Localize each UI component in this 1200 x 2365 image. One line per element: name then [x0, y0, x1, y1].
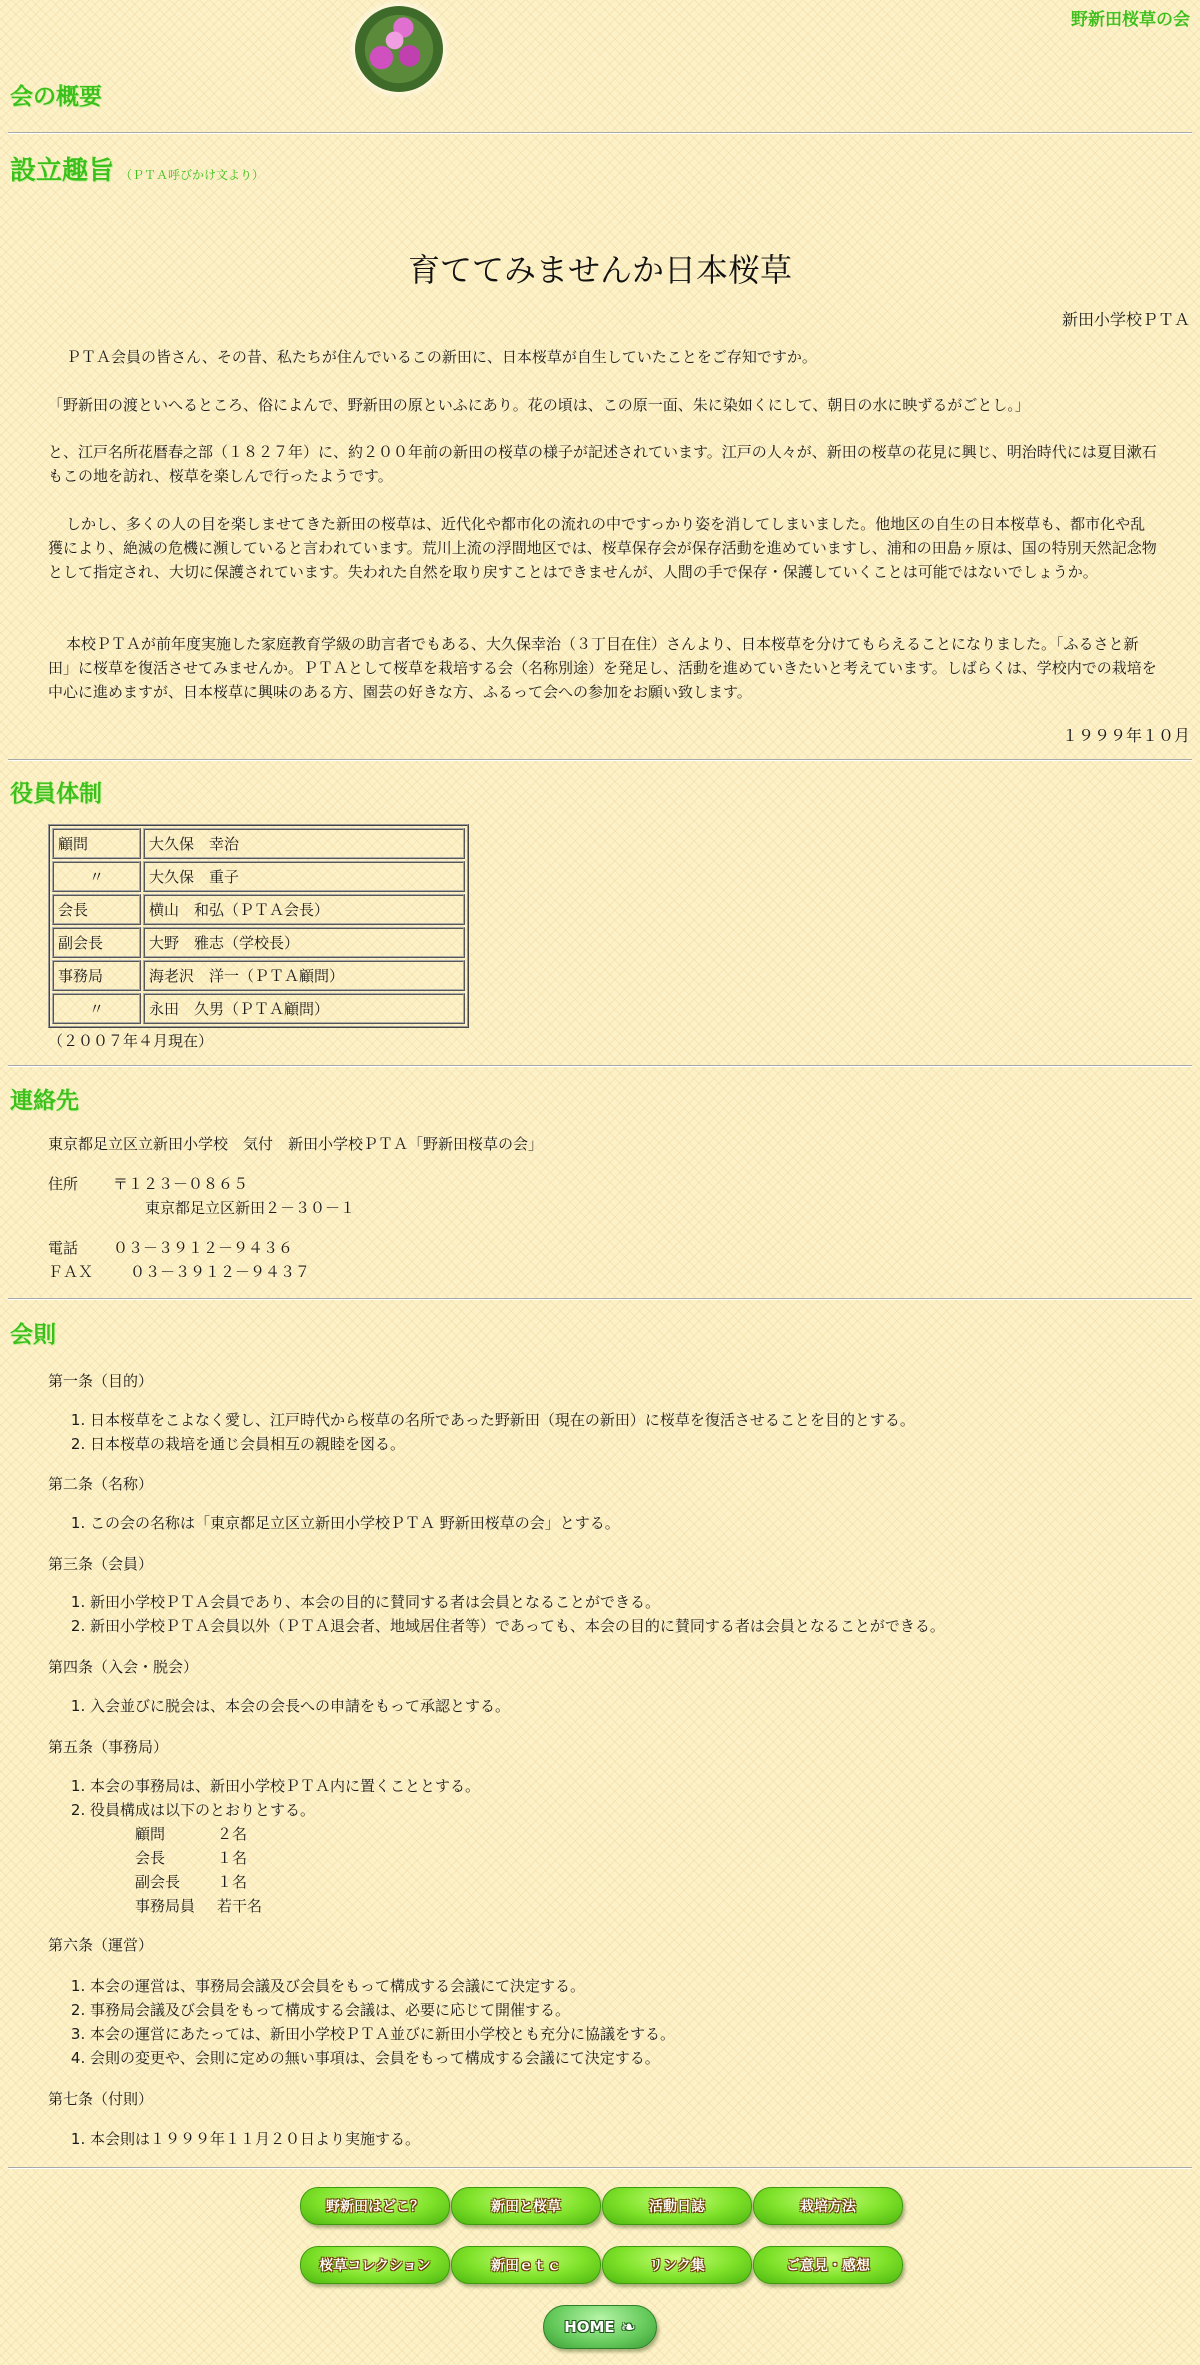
- roster-role: 副会長: [135, 1873, 181, 1891]
- nav-button-nitta-primrose[interactable]: 新田と桜草: [451, 2187, 601, 2225]
- nav-button-where[interactable]: 野新田はどこ？: [300, 2187, 450, 2225]
- officers-table: [48, 824, 469, 1028]
- officer-role: 顧問: [52, 828, 141, 859]
- officer-role: 会長: [52, 894, 141, 925]
- roster-row: [135, 1846, 262, 1870]
- nav-button-nitta-etc[interactable]: 新田ｅｔｃ: [451, 2246, 601, 2284]
- roster-count: 若干名: [217, 1897, 263, 1915]
- officer-name: 横山 和弘（ＰＴＡ会長）: [143, 894, 465, 925]
- article-2-list: [70, 1511, 620, 1535]
- list-item: 2. 役員構成は以下のとおりとする。: [90, 1798, 480, 1822]
- roster-list: [135, 1822, 262, 1918]
- roster-row: [135, 1870, 262, 1894]
- article-2-title: 第二条（名称）: [48, 1475, 154, 1493]
- officer-role: 〃: [52, 993, 141, 1024]
- contact-org: 東京都足立区立新田小学校 気付 新田小学校ＰＴＡ「野新田桜草の会」: [48, 1135, 544, 1153]
- article-1-list: [70, 1408, 915, 1456]
- contact-heading: 連絡先: [10, 1088, 79, 1114]
- officer-name: 大久保 重子: [143, 861, 465, 892]
- list-item: 1. 入会並びに脱会は、本会の会長への申請をもって承認とする。: [90, 1694, 510, 1718]
- table-row: [52, 828, 465, 859]
- table-row: [52, 927, 465, 958]
- purpose-heading-note: （ＰＴＡ呼びかけ文より）: [120, 168, 265, 182]
- roster-count: ２名: [217, 1825, 248, 1843]
- officer-name: 大野 雅志（学校長）: [143, 927, 465, 958]
- list-item: 2. 日本桜草の栽培を通じ会員相互の親睦を図る。: [90, 1432, 915, 1456]
- leaf-icon: ❧: [620, 2316, 636, 2338]
- nav-button-cultivation[interactable]: 栽培方法: [753, 2187, 903, 2225]
- divider: [8, 132, 1192, 134]
- list-item: 1. 本会則は１９９９年１１月２０日より実施する。: [90, 2127, 420, 2151]
- roster-role: 会長: [135, 1849, 166, 1867]
- fax-label: ＦＡＸ: [48, 1263, 94, 1281]
- nav-button-links[interactable]: リンク集: [602, 2246, 752, 2284]
- purpose-date: １９９９年１０月: [1061, 726, 1190, 745]
- address-label: 住所: [48, 1175, 79, 1193]
- officers-heading: 役員体制: [10, 781, 102, 807]
- purpose-paragraph-4: しかし、多くの人の目を楽しませてきた新田の桜草は、近代化や都市化の流れの中ですっかり姿を消してしまいました。他地区の自生の日本桜草も、都市化や乱獲により、絶滅の危機に瀕していると言われています。荒川上流の浮間地区では、桜草保存会が保存活動を進めていますし、浦和の田島ヶ原は、国の特別天然記念物として指定され、大切に保護されています。失われた自然を取り戻すことはできませんが、人間の手で保存・保護していくことは可能ではないでしょうか。: [48, 515, 1157, 581]
- divider: [8, 1298, 1192, 1300]
- divider: [8, 759, 1192, 761]
- overview-heading: 会の概要: [10, 84, 102, 110]
- roster-role: 事務局員: [135, 1897, 196, 1915]
- roster-count: １名: [217, 1873, 248, 1891]
- postal-code: 〒１２３－０８６５: [113, 1175, 249, 1193]
- officer-name: 大久保 幸治: [143, 828, 465, 859]
- list-item: 3. 本会の運営にあたっては、新田小学校ＰＴＡ並びに新田小学校とも充分に協議をする。: [90, 2022, 675, 2046]
- home-label: HOME: [564, 2318, 615, 2336]
- article-5-title: 第五条（事務局）: [48, 1738, 169, 1756]
- tel-number: ０３－３９１２－９４３６: [113, 1239, 294, 1257]
- article-1-title: 第一条（目的）: [48, 1372, 154, 1390]
- divider: [8, 2167, 1192, 2169]
- officer-name: 永田 久男（ＰＴＡ顧問）: [143, 993, 465, 1024]
- officer-role: 副会長: [52, 927, 141, 958]
- list-item: 1. この会の名称は「東京都足立区立新田小学校ＰＴＡ 野新田桜草の会」とする。: [90, 1511, 620, 1535]
- article-5-list: [70, 1774, 480, 1822]
- purpose-heading: [10, 150, 264, 187]
- roster-role: 顧問: [135, 1825, 166, 1843]
- nav-button-activity-log[interactable]: 活動日誌: [602, 2187, 752, 2225]
- roster-count: １名: [217, 1849, 248, 1867]
- divider: [8, 1065, 1192, 1067]
- purpose-paragraph-5: 本校ＰＴＡが前年度実施した家庭教育学級の助言者でもある、大久保幸治（３丁目在住）さんより、日本桜草を分けてもらえることになりました。「ふるさと新田」に桜草を復活させてみませんか。ＰＴＡとして桜草を栽培する会（名称別途）を発足し、活動を進めていきたいと考えています。しばらくは、学校内での栽培を中心に進めますが、日本桜草に興味のある方、園芸の好きな方、ふるって会への参加をお願い致します。: [48, 635, 1157, 701]
- nav-button-collection[interactable]: 桜草コレクション: [300, 2246, 450, 2284]
- table-row: [52, 894, 465, 925]
- article-7-title: 第七条（付則）: [48, 2090, 154, 2108]
- page-title: 育ててみませんか日本桜草: [407, 251, 792, 289]
- primrose-flower-image: [355, 6, 443, 92]
- article-3-list: [70, 1590, 945, 1638]
- article-6-list: [70, 1974, 675, 2070]
- bylaws-heading: 会則: [10, 1322, 56, 1348]
- list-item: 2. 新田小学校ＰＴＡ会員以外（ＰＴＡ退会者、地域居住者等）であっても、本会の目的に賛同する者は会員となることができる。: [90, 1614, 945, 1638]
- officer-name: 海老沢 洋一（ＰＴＡ顧問）: [143, 960, 465, 991]
- purpose-paragraph-3: と、江戸名所花暦春之部（１８２７年）に、約２００年前の新田の桜草の様子が記述されています。江戸の人々が、新田の桜草の花見に興じ、明治時代には夏目漱石もこの地を訪れ、桜草を楽しんで行ったようです。: [48, 443, 1157, 485]
- signature: 新田小学校ＰＴＡ: [1061, 310, 1190, 329]
- fax-number: ０３－３９１２－９４３７: [130, 1263, 311, 1281]
- officers-as-of: （２００７年４月現在）: [48, 1032, 214, 1050]
- article-6-title: 第六条（運営）: [48, 1936, 154, 1954]
- article-3-title: 第三条（会員）: [48, 1555, 154, 1573]
- list-item: 2. 事務局会議及び会員をもって構成する会議は、必要に応じて開催する。: [90, 1998, 675, 2022]
- article-7-list: [70, 2127, 420, 2151]
- officer-role: 〃: [52, 861, 141, 892]
- list-item: 1. 日本桜草をこよなく愛し、江戸時代から桜草の名所であった野新田（現在の新田）に桜草を復活させることを目的とする。: [90, 1408, 915, 1432]
- purpose-paragraph-2: 「野新田の渡といへるところ、俗によんで、野新田の原といふにあり。花の頃は、この原一面、朱に染如くにして、朝日の水に映ずるがごとし。」: [48, 396, 1030, 414]
- table-row: [52, 861, 465, 892]
- officer-role: 事務局: [52, 960, 141, 991]
- article-4-list: [70, 1694, 510, 1718]
- list-item: 1. 本会の運営は、事務局会議及び会員をもって構成する会議にて決定する。: [90, 1974, 675, 1998]
- roster-row: [135, 1822, 262, 1846]
- article-4-title: 第四条（入会・脱会）: [48, 1658, 199, 1676]
- table-row: [52, 960, 465, 991]
- home-button[interactable]: [543, 2305, 657, 2349]
- purpose-paragraph-1: ＰＴＡ会員の皆さん、その昔、私たちが住んでいるこの新田に、日本桜草が自生していたことをご存知ですか。: [66, 348, 817, 366]
- nav-button-feedback[interactable]: ご意見・感想: [753, 2246, 903, 2284]
- list-item: 1. 新田小学校ＰＴＡ会員であり、本会の目的に賛同する者は会員となることができる。: [90, 1590, 945, 1614]
- address: 東京都足立区新田２－３０－１: [145, 1199, 356, 1217]
- tel-label: 電話: [48, 1239, 79, 1257]
- site-name: 野新田桜草の会: [1071, 10, 1190, 30]
- table-row: [52, 993, 465, 1024]
- list-item: 4. 会則の変更や、会則に定めの無い事項は、会員をもって構成する会議にて決定する。: [90, 2046, 675, 2070]
- roster-row: [135, 1894, 262, 1918]
- purpose-heading-text: 設立趣旨: [10, 156, 115, 186]
- list-item: 1. 本会の事務局は、新田小学校ＰＴＡ内に置くこととする。: [90, 1774, 480, 1798]
